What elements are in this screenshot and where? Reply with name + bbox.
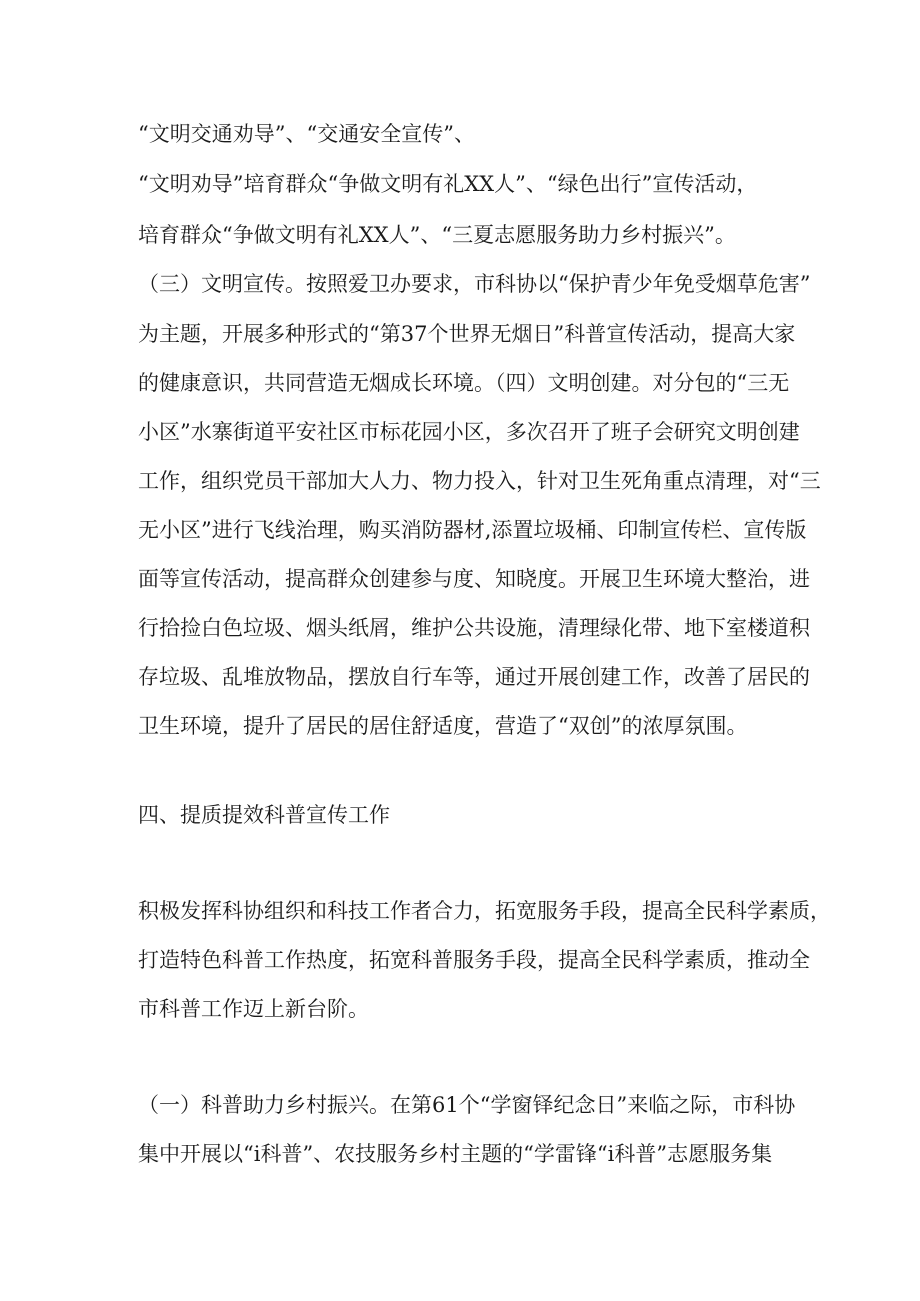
paragraph-line: 小区”水寨街道平安社区市标花园小区，多次召开了班子会研究文明创建	[138, 420, 800, 444]
paragraph-line: 打造特色科普工作热度，拓宽科普服务手段，提高全民科学素质，推动全	[138, 948, 810, 972]
paragraph-line: 培育群众“争做文明有礼XX人”、“三夏志愿服务助力乡村振兴”。	[138, 223, 736, 247]
paragraph-line: 卫生环境，提升了居民的居住舒适度，营造了“双创”的浓厚氛围。	[138, 714, 748, 738]
paragraph-line: “文明劝导”培育群众“争做文明有礼XX人”、“绿色出行”宣传活动，	[138, 172, 758, 196]
paragraph-line: 面等宣传活动，提高群众创建参与度、知晓度。开展卫生环境大整治，进	[138, 567, 810, 591]
paragraph-line: 的健康意识，共同营造无烟成长环境。（四）文明创建。对分包的“三无	[138, 371, 790, 395]
paragraph-line: 集中开展以“i科普”、农技服务乡村主题的“学雷锋“i科普”志愿服务集	[138, 1142, 773, 1166]
paragraph-line: 行拾捡白色垃圾、烟头纸屑，维护公共设施，清理绿化带、地下室楼道积	[138, 616, 810, 640]
paragraph-line: （三）文明宣传。按照爱卫办要求，市科协以“保护青少年免受烟草危害”	[138, 272, 811, 296]
paragraph-line: 积极发挥科协组织和科技工作者合力，拓宽服务手段，提高全民科学素质，	[138, 899, 831, 923]
paragraph-line: 为主题，开展多种形式的“第37个世界无烟日”科普宣传活动，提高大家	[138, 322, 796, 346]
paragraph-line: 市科普工作迈上新台阶。	[138, 997, 369, 1021]
paragraph-line: （一）科普助力乡村振兴。在第61个“学窗铎纪念日”来临之际，市科协	[138, 1093, 796, 1117]
paragraph-line: “文明交通劝导”、“交通安全宣传”、	[138, 122, 475, 146]
paragraph-line: 工作，组织党员干部加大人力、物力投入，针对卫生死角重点清理，对“三	[138, 469, 821, 493]
paragraph-line: 无小区”进行飞线治理，购买消防器材,添置垃圾桶、印制宣传栏、宣传版	[138, 518, 807, 542]
section-heading: 四、提质提效科普宣传工作	[138, 803, 390, 827]
paragraph-line: 存垃圾、乱堆放物品，摆放自行车等，通过开展创建工作，改善了居民的	[138, 665, 810, 689]
